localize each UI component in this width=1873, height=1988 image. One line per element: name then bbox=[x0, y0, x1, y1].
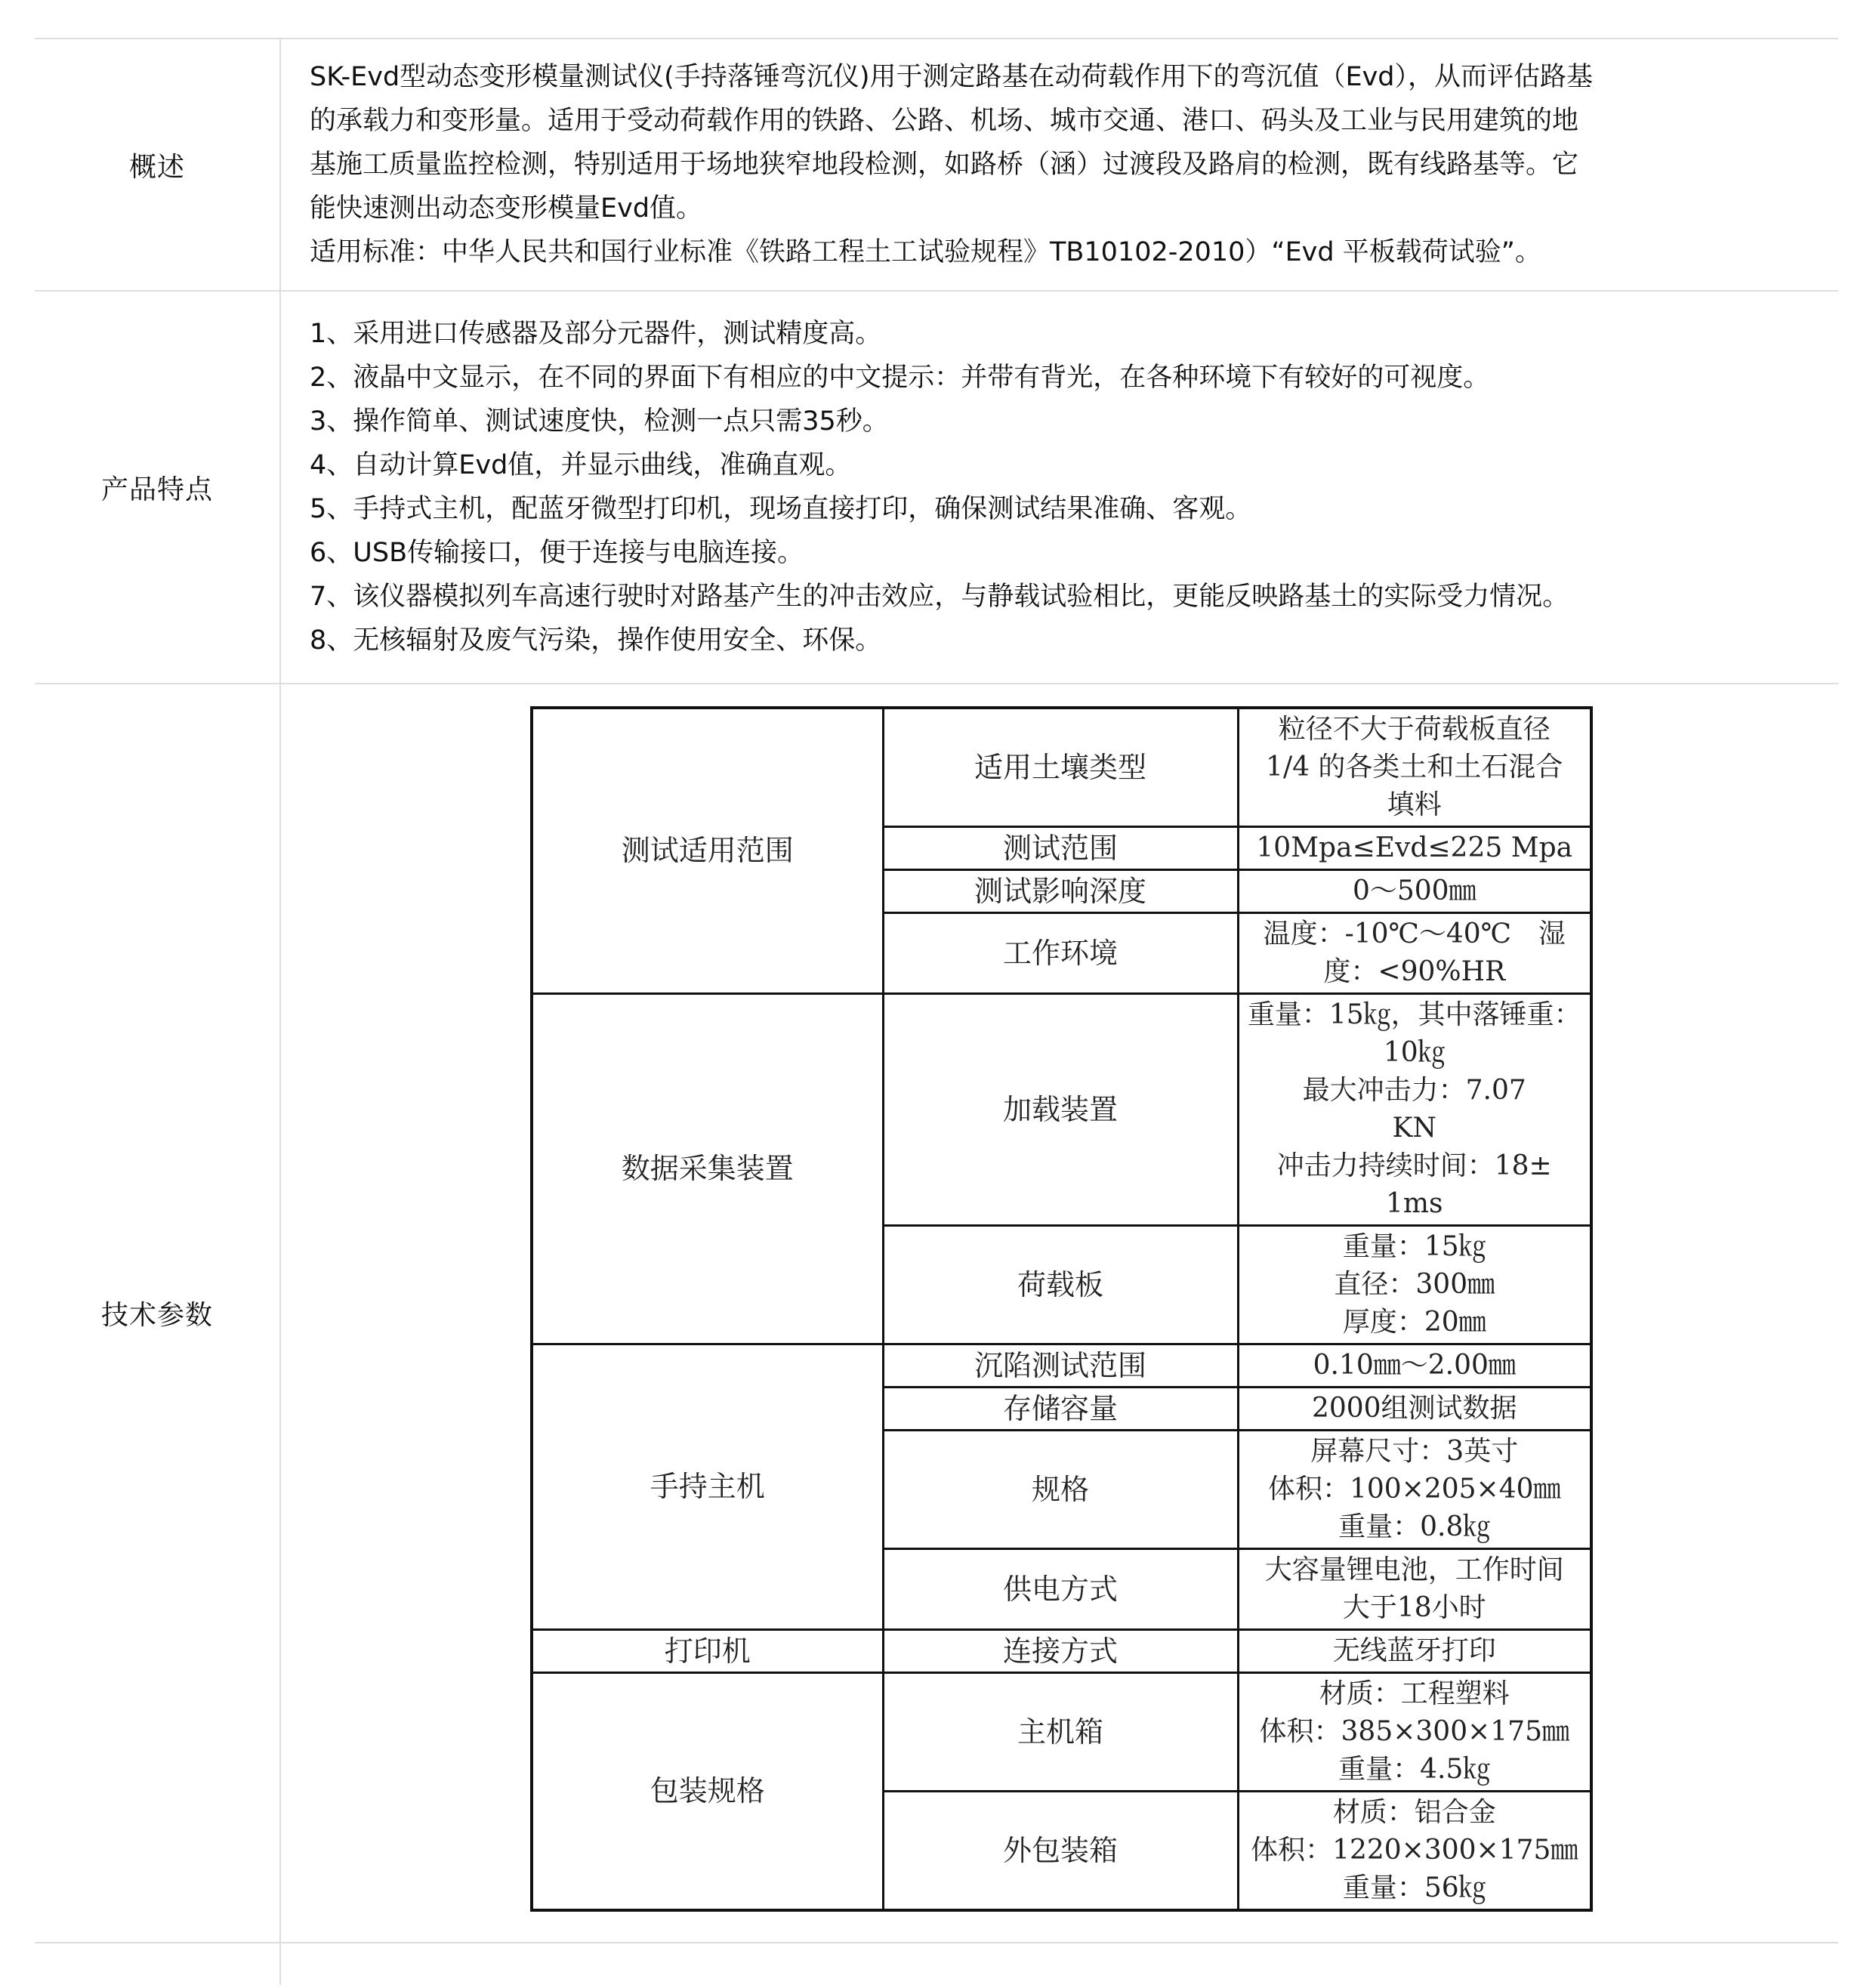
params-row bbox=[35, 684, 1838, 1943]
spec-value-line: 重量：56㎏ bbox=[1342, 1872, 1486, 1903]
spec-value-line: 10㎏ bbox=[1383, 1036, 1446, 1068]
feature-item: 3、操作简单、测试速度快，检测一点只需35秒。 bbox=[310, 406, 889, 437]
overview-content bbox=[280, 39, 1838, 291]
spec-value-line: 体积：385×300×175㎜ bbox=[1259, 1715, 1569, 1747]
overview-line: 的承载力和变形量。适用于受动荷载作用的铁路、公路、机场、城市交通、港口、码头及工业与民用建筑的地 bbox=[310, 106, 1579, 136]
spec-value-line: 1/4 的各类土和土石混合 bbox=[1266, 751, 1563, 783]
spec-item: 存储容量 bbox=[883, 1387, 1238, 1430]
spec-row bbox=[532, 1344, 1591, 1387]
spec-value-line: 0.10㎜～2.00㎜ bbox=[1313, 1349, 1516, 1381]
feature-item: 5、手持式主机，配蓝牙微型打印机，现场直接打印，确保测试结果准确、客观。 bbox=[310, 494, 1252, 524]
spec-item: 荷载板 bbox=[883, 1225, 1238, 1344]
spec-item: 连接方式 bbox=[883, 1629, 1238, 1672]
spec-value-line: 大于18小时 bbox=[1342, 1591, 1486, 1623]
spec-value-line: 10Mpa≤Evd≤225 Mpa bbox=[1256, 832, 1573, 863]
spec-value-line: 无线蓝牙打印 bbox=[1332, 1635, 1496, 1666]
spec-value-line: 最大冲击力：7.07 bbox=[1302, 1074, 1526, 1106]
spec-value-line: 重量：15㎏ bbox=[1342, 1230, 1486, 1262]
spec-value bbox=[1238, 1791, 1591, 1910]
spec-value-line: 厚度：20㎜ bbox=[1342, 1306, 1486, 1338]
spec-value-line: 大容量锂电池，工作时间 bbox=[1264, 1554, 1564, 1585]
feature-item: 1、采用进口传感器及部分元器件，测试精度高。 bbox=[310, 319, 882, 349]
spec-value-line: 2000组测试数据 bbox=[1311, 1392, 1517, 1424]
spec-item: 适用土壤类型 bbox=[883, 708, 1238, 827]
spec-value bbox=[1238, 912, 1591, 993]
spec-value bbox=[1238, 1225, 1591, 1344]
features-row bbox=[35, 291, 1838, 684]
spec-item: 测试影响深度 bbox=[883, 869, 1238, 912]
features-list bbox=[310, 312, 1838, 662]
spec-value bbox=[1238, 1629, 1591, 1672]
features-content bbox=[280, 291, 1838, 684]
spec-body bbox=[532, 708, 1591, 1910]
features-label: 产品特点 bbox=[35, 291, 280, 684]
spec-row bbox=[532, 993, 1591, 1225]
spec-category: 手持主机 bbox=[532, 1344, 883, 1629]
spec-value bbox=[1238, 993, 1591, 1225]
spec-row bbox=[532, 708, 1591, 827]
empty-row bbox=[35, 1943, 1838, 1985]
spec-value bbox=[1238, 1344, 1591, 1387]
overview-line: 能快速测出动态变形模量Evd值。 bbox=[310, 193, 703, 224]
params-content bbox=[280, 684, 1838, 1943]
spec-value-line: 1ms bbox=[1385, 1187, 1443, 1219]
overview-line: 适用标准：中华人民共和国行业标准《铁路工程土工试验规程》TB10102-2010）“Evd 平板载荷试验”。 bbox=[310, 237, 1541, 267]
spec-value-line: 材质：铝合金 bbox=[1332, 1796, 1496, 1828]
empty-content bbox=[280, 1943, 1838, 1985]
spec-value bbox=[1238, 826, 1591, 869]
feature-item: 7、该仪器模拟列车高速行驶时对路基产生的冲击效应，与静载试验相比，更能反映路基土的实际受力情况。 bbox=[310, 582, 1569, 612]
spec-value-line: 度：<90%HR bbox=[1323, 955, 1506, 987]
spec-value bbox=[1238, 869, 1591, 912]
spec-wrap bbox=[281, 702, 1838, 1925]
spec-value-line: 体积：100×205×40㎜ bbox=[1267, 1473, 1561, 1505]
spec-value bbox=[1238, 1430, 1591, 1548]
product-info-table bbox=[35, 38, 1838, 1985]
spec-item: 规格 bbox=[883, 1430, 1238, 1548]
spec-value bbox=[1238, 708, 1591, 827]
feature-item: 2、液晶中文显示，在不同的界面下有相应的中文提示：并带有背光，在各种环境下有较好的可视度。 bbox=[310, 363, 1490, 393]
spec-value-line: 冲击力持续时间：18± bbox=[1276, 1150, 1552, 1181]
overview-line: 基施工质量监控检测，特别适用于场地狭窄地段检测，如路桥（涵）过渡段及路肩的检测，既有线路基等。它 bbox=[310, 150, 1579, 180]
spec-table bbox=[530, 706, 1593, 1912]
spec-item: 供电方式 bbox=[883, 1548, 1238, 1629]
spec-category: 测试适用范围 bbox=[532, 708, 883, 994]
spec-value-line: 屏幕尺寸：3英寸 bbox=[1310, 1435, 1519, 1467]
spec-item: 沉陷测试范围 bbox=[883, 1344, 1238, 1387]
spec-value-line: 温度：-10℃～40℃ 湿 bbox=[1263, 918, 1566, 949]
spec-value-line: 材质：工程塑料 bbox=[1319, 1678, 1510, 1709]
spec-value bbox=[1238, 1672, 1591, 1791]
spec-value-line: 重量：0.8㎏ bbox=[1338, 1511, 1491, 1542]
overview-label: 概述 bbox=[35, 39, 280, 291]
spec-value bbox=[1238, 1387, 1591, 1430]
spec-value-line: 0～500㎜ bbox=[1352, 875, 1476, 906]
overview-row bbox=[35, 39, 1838, 291]
spec-value-line: 填料 bbox=[1387, 789, 1442, 820]
spec-row bbox=[532, 1629, 1591, 1672]
spec-category: 打印机 bbox=[532, 1629, 883, 1672]
spec-value-line: 直径：300㎜ bbox=[1334, 1268, 1495, 1300]
params-label: 技术参数 bbox=[35, 684, 280, 1943]
empty-label bbox=[35, 1943, 280, 1985]
spec-category: 数据采集装置 bbox=[532, 993, 883, 1344]
spec-value-line: 重量：4.5㎏ bbox=[1338, 1753, 1491, 1785]
spec-item: 加载装置 bbox=[883, 993, 1238, 1225]
feature-item: 6、USB传输接口，便于连接与电脑连接。 bbox=[310, 538, 804, 568]
spec-value-line: 重量：15㎏，其中落锤重： bbox=[1247, 999, 1581, 1030]
spec-item: 主机箱 bbox=[883, 1672, 1238, 1791]
spec-value-line: 体积：1220×300×175㎜ bbox=[1251, 1834, 1578, 1866]
spec-row bbox=[532, 1672, 1591, 1791]
spec-value-line: 粒径不大于荷载板直径 bbox=[1278, 713, 1551, 745]
spec-category: 包装规格 bbox=[532, 1672, 883, 1910]
spec-item: 外包装箱 bbox=[883, 1791, 1238, 1910]
spec-value bbox=[1238, 1548, 1591, 1629]
spec-item: 测试范围 bbox=[883, 826, 1238, 869]
feature-item: 8、无核辐射及废气污染，操作使用安全、环保。 bbox=[310, 625, 882, 656]
spec-item: 工作环境 bbox=[883, 912, 1238, 993]
spec-value-line: KN bbox=[1392, 1112, 1436, 1144]
overview-line: SK-Evd型动态变形模量测试仪(手持落锤弯沉仪)用于测定路基在动荷载作用下的弯沉值（Evd），从而评估路基 bbox=[310, 62, 1594, 92]
feature-item: 4、自动计算Evd值，并显示曲线，准确直观。 bbox=[310, 450, 852, 480]
